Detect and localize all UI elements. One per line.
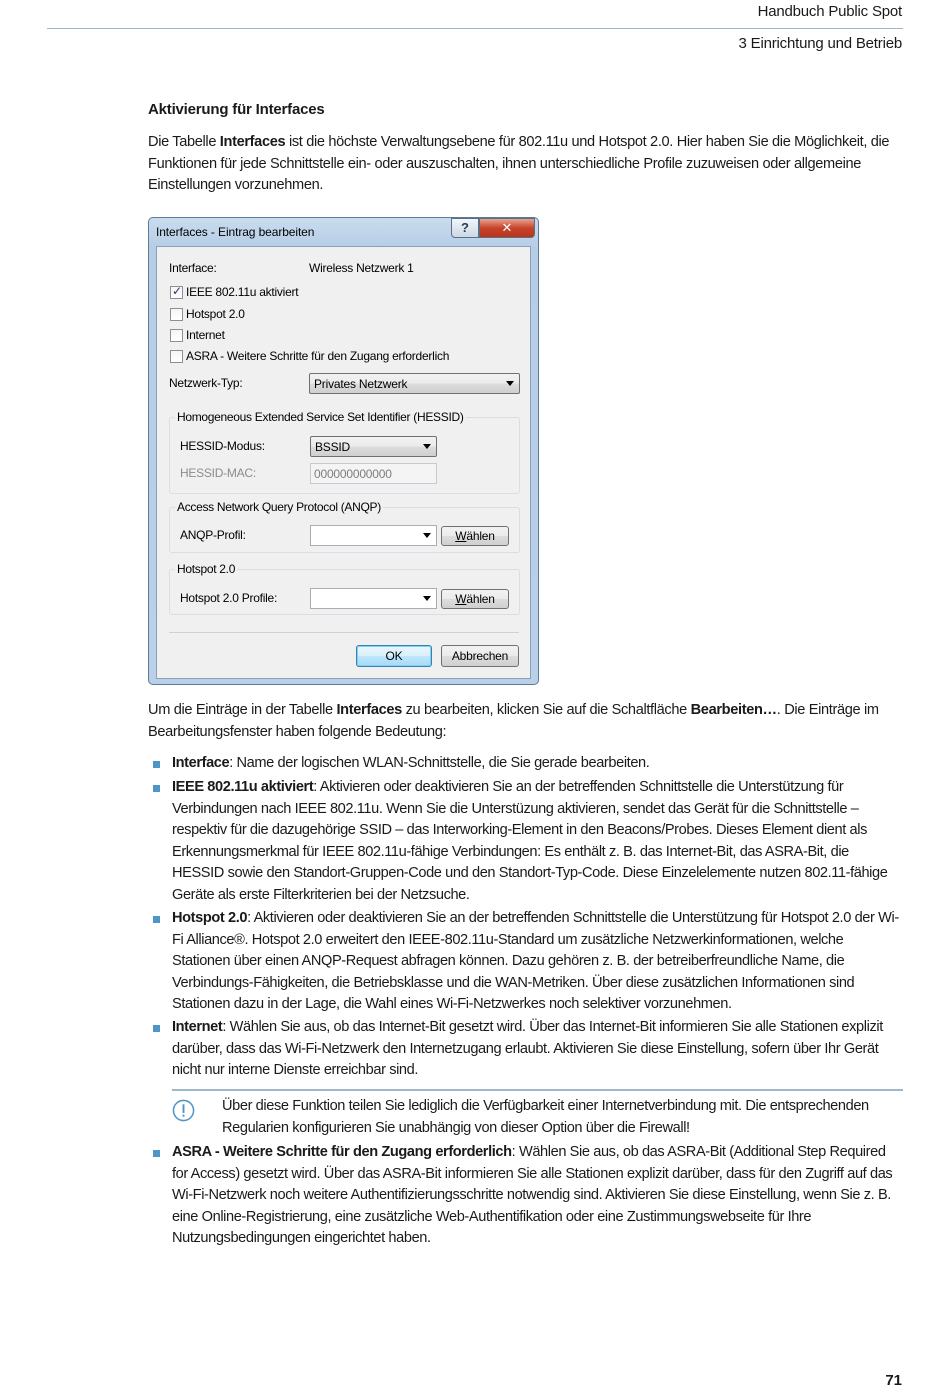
page-number: 71 — [885, 1372, 902, 1389]
hotspot-group-label: Hotspot 2.0 — [177, 562, 236, 576]
interface-label: Interface: — [169, 261, 217, 275]
note-text: Über diese Funktion teilen Sie lediglich die Verfügbarkeit einer Internetverbindung mit. Die entsprechenden Regularien konfigurieren Sie unabhängig von dieser Option über die Firewall! — [222, 1098, 869, 1136]
intro-paragraph: Die Tabelle Interfaces ist die höchste Verwaltungsebene für 802.11u und Hotspot 2.0. Hier haben Sie die Möglichkeit, die Funktionen für jede Schnittstelle ein- oder auszuschalten, ihnen unterschiedliche Profile zuzuweisen oder allgemeine Einstellungen vorzunehmen. — [148, 134, 890, 193]
close-button[interactable] — [479, 218, 535, 238]
section-heading: Aktivierung für Interfaces — [148, 101, 325, 118]
hotspot-choose-button[interactable]: Wählen — [441, 589, 509, 609]
hessid-mac-label: HESSID-MAC: — [180, 466, 256, 480]
hessid-mode-label: HESSID-Modus: — [180, 439, 265, 453]
interfaces-edit-dialog — [148, 217, 539, 685]
asra-checkbox-label: ASRA - Weitere Schritte für den Zugang erforderlich — [186, 349, 450, 363]
dialog-body — [156, 246, 531, 679]
anqp-group-label: Access Network Query Protocol (ANQP) — [177, 500, 381, 514]
internet-checkbox-label: Internet — [186, 328, 225, 342]
hotspot20-checkbox-label: Hotspot 2.0 — [186, 307, 245, 321]
anqp-choose-button[interactable]: Wählen — [441, 526, 509, 546]
checkmark-icon: ✓ — [172, 284, 183, 298]
internet-checkbox[interactable] — [170, 329, 183, 342]
warning-icon — [172, 1099, 195, 1122]
bullet-icon — [153, 1150, 160, 1157]
hessid-mac-field[interactable]: 000000000000 — [310, 463, 437, 484]
dialog-separator — [169, 632, 519, 633]
anqp-profile-label: ANQP-Profil: — [180, 528, 246, 542]
close-icon: ✕ — [501, 220, 513, 235]
note-rule — [172, 1089, 903, 1091]
interface-value: Wireless Netzwerk 1 — [309, 261, 414, 275]
bullet-icon — [153, 1025, 160, 1032]
hotspot20-checkbox[interactable] — [170, 308, 183, 321]
ieee80211u-checkbox[interactable] — [170, 286, 183, 299]
chevron-down-icon — [423, 533, 431, 538]
cancel-button[interactable]: Abbrechen — [441, 645, 519, 667]
ieee80211u-checkbox-label: IEEE 802.11u aktiviert — [186, 285, 299, 299]
ok-button[interactable]: OK — [356, 645, 432, 667]
network-type-label: Netzwerk-Typ: — [169, 376, 243, 390]
running-header-chapter: 3 Einrichtung und Betrieb — [738, 35, 902, 52]
network-type-select[interactable]: Privates Netzwerk — [309, 373, 520, 394]
asra-checkbox[interactable] — [170, 350, 183, 363]
hessid-mode-select[interactable]: BSSID — [310, 436, 437, 457]
hessid-group-label: Homogeneous Extended Service Set Identifier (HESSID) — [177, 410, 464, 424]
header-rule — [47, 28, 903, 29]
bullet-icon — [153, 785, 160, 792]
help-button[interactable] — [451, 218, 479, 238]
running-header-title: Handbuch Public Spot — [757, 3, 902, 20]
dialog-title: Interfaces - Eintrag bearbeiten — [156, 225, 315, 239]
anqp-profile-select[interactable] — [310, 525, 437, 546]
hotspot-profile-label: Hotspot 2.0 Profile: — [180, 591, 278, 605]
chevron-down-icon — [423, 444, 431, 449]
hotspot-profile-select[interactable] — [310, 588, 437, 609]
bullet-icon — [153, 916, 160, 923]
chevron-down-icon — [423, 596, 431, 601]
bullet-icon — [153, 761, 160, 768]
help-icon: ? — [461, 220, 469, 235]
chevron-down-icon — [506, 381, 514, 386]
edit-instructions-paragraph: Um die Einträge in der Tabelle Interfaces zu bearbeiten, klicken Sie auf die Schaltfläche Bearbeiten…. Die Einträge im Bearbeitungsfenster haben folgende Bedeutung: — [148, 702, 879, 740]
